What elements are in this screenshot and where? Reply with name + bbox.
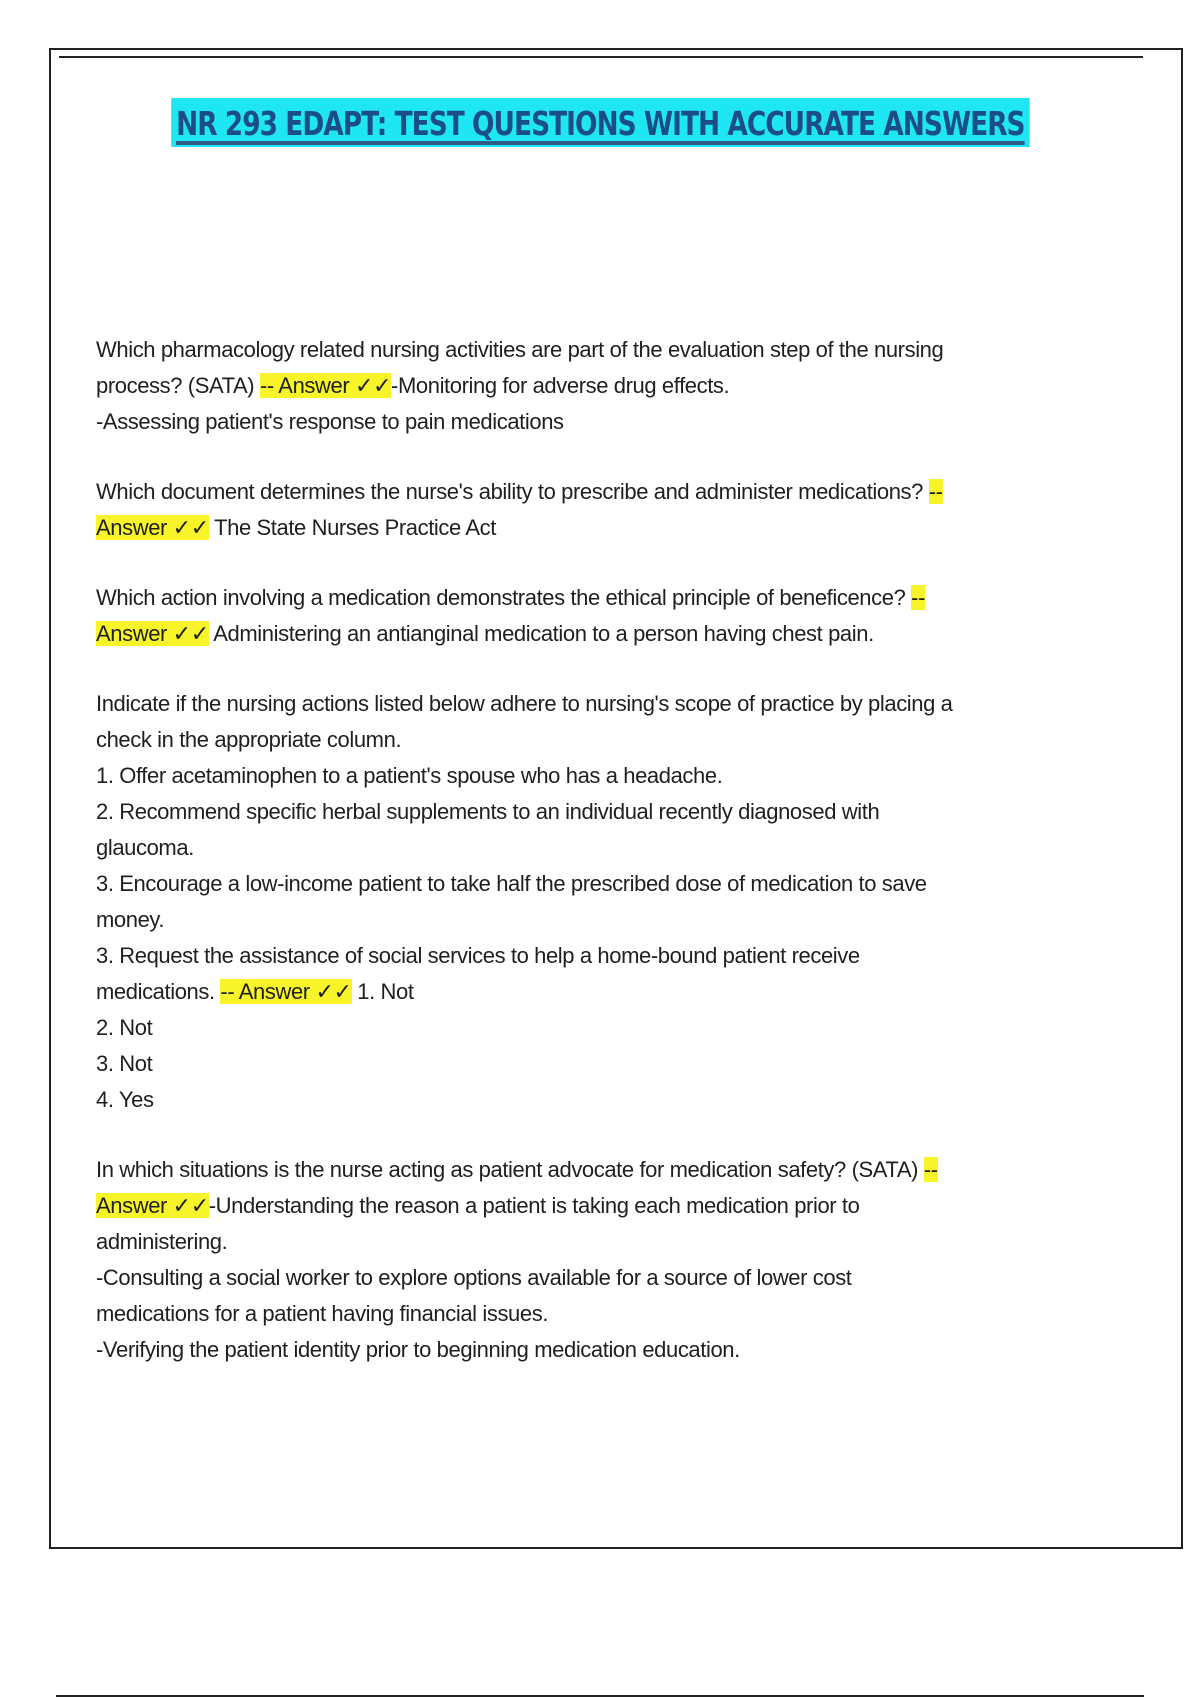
answer-line: [96, 616, 1086, 652]
question-line: Indicate if the nursing actions listed below adhere to nursing's scope of practice by placing a: [96, 691, 953, 716]
question-line: Which action involving a medication demonstrates the ethical principle of beneficence?: [96, 585, 906, 610]
answer-line: 2. Not: [96, 1015, 153, 1040]
answer-text: -Understanding the reason a patient is taking each medication prior to: [208, 1193, 860, 1218]
top-rule: [59, 56, 1143, 58]
answer-marker: Answer ✓✓: [96, 515, 209, 540]
answer-marker-lead: --: [911, 585, 925, 610]
title-container: [0, 98, 1200, 147]
answer-line: -Consulting a social worker to explore options available for a source of lower cost: [96, 1265, 852, 1290]
question-answer-line: [96, 368, 1086, 404]
question-answer-line: [96, 974, 1086, 1010]
question-line: money.: [96, 907, 165, 932]
question-line: 3. Encourage a low-income patient to take half the prescribed dose of medication to save: [96, 871, 927, 896]
question-line-with-marker: [96, 1152, 1086, 1188]
answer-marker: -- Answer ✓✓: [259, 373, 392, 398]
answer-marker: -- Answer ✓✓: [220, 979, 352, 1004]
question-line: 2. Recommend specific herbal supplements to an individual recently diagnosed with: [96, 799, 880, 824]
answer-line: -Verifying the patient identity prior to beginning medication education.: [96, 1337, 740, 1362]
question-line: 3. Request the assistance of social services to help a home-bound patient receive: [96, 943, 860, 968]
answer-marker-lead: --: [928, 479, 943, 504]
answer-line: 4. Yes: [96, 1087, 154, 1112]
question-line: 1. Offer acetaminophen to a patient's spouse who has a headache.: [96, 763, 723, 788]
qa-item-1: [96, 332, 1086, 440]
answer-line: 3. Not: [96, 1051, 153, 1076]
question-line: In which situations is the nurse acting as patient advocate for medication safety? (SATA): [96, 1157, 919, 1182]
answer-line: [96, 510, 1086, 546]
answer-line: medications for a patient having financial issues.: [96, 1301, 549, 1326]
question-line: Which document determines the nurse's ability to prescribe and administer medications?: [96, 479, 923, 504]
answer-marker: Answer ✓✓: [96, 1193, 209, 1218]
answer-line: [96, 1188, 1086, 1224]
qa-item-5: [96, 1152, 1086, 1368]
question-line: medications.: [96, 979, 215, 1004]
question-line: Which pharmacology related nursing activities are part of the evaluation step of the nursing: [96, 337, 944, 362]
question-line-with-marker: [96, 580, 1086, 616]
question-line: check in the appropriate column.: [96, 727, 402, 752]
answer-text: The State Nurses Practice Act: [214, 515, 496, 540]
qa-item-2: [96, 474, 1086, 546]
answer-marker: Answer ✓✓: [96, 621, 209, 646]
answer-text: -Monitoring for adverse drug effects.: [391, 373, 730, 398]
answer-line: administering.: [96, 1229, 228, 1254]
answer-text: 1. Not: [357, 979, 414, 1004]
question-line-with-marker: [96, 474, 1086, 510]
qa-item-4: [96, 686, 1086, 1118]
qa-item-3: [96, 580, 1086, 652]
answer-text: Administering an antianginal medication to a person having chest pain.: [213, 621, 874, 646]
answer-marker-lead: --: [923, 1157, 938, 1182]
qa-content: [96, 332, 1086, 1402]
question-line: glaucoma.: [96, 835, 194, 860]
document-title: NR 293 EDAPT: TEST QUESTIONS WITH ACCURATE ANSWERS: [171, 98, 1029, 147]
answer-line: -Assessing patient's response to pain medications: [96, 409, 564, 434]
bottom-rule: [56, 1695, 1144, 1697]
question-line: process? (SATA): [96, 373, 255, 398]
